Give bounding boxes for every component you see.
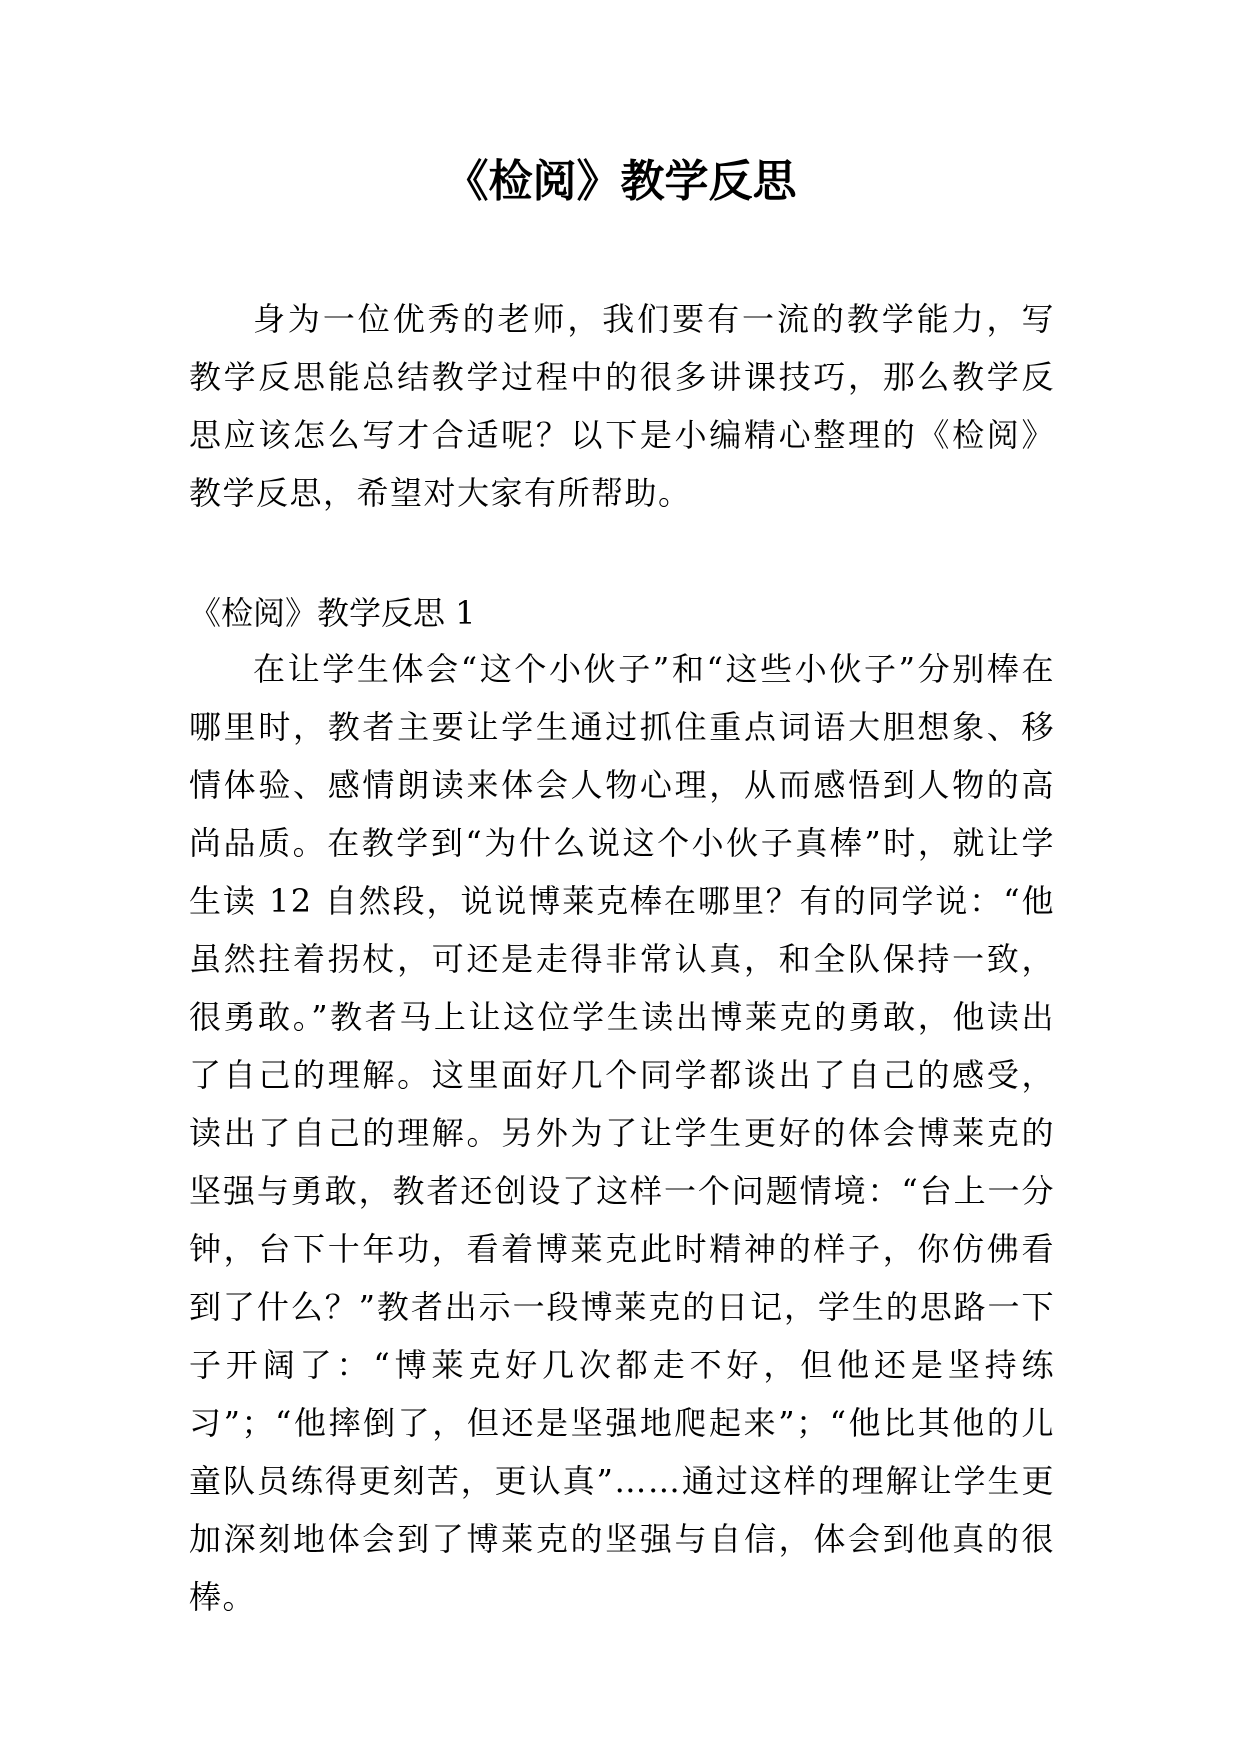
document-title: 《检阅》教学反思: [444, 156, 797, 207]
intro-paragraph: 身为一位优秀的老师，我们要有一流的教学能力，写教学反思能总结教学过程中的很多讲课技巧，那么教学反思应该怎么写才合适呢？以下是小编精心整理的《检阅》教学反思，希望对大家有所帮助。: [189, 300, 1055, 512]
section-heading: 《检阅》教学反思 1: [189, 594, 476, 632]
section-paragraph: 在让学生体会“这个小伙子”和“这些小伙子”分别棒在哪里时，教者主要让学生通过抓住重点词语大胆想象、移情体验、感情朗读来体会人物心理，从而感悟到人物的高尚品质。在教学到“为什么说这个小伙子真棒”时，就让学生读 12 自然段，说说博莱克棒在哪里？有的同学说：“他虽然拄着拐杖，可还是走得非常认真，和全队保持一致，很勇敢。”教者马上让这位学生读出博莱克的勇敢，他读出了自己的理解。这里面好几个同学都谈出了自己的感受，读出了自己的理解。另外为了让学生更好的体会博莱克的坚强与勇敢，教者还创设了这样一个问题情境：“台上一分钟，台下十年功，看着博莱克此时精神的样子，你仿佛看到了什么？”教者出示一段博莱克的日记，学生的思路一下子开阔了：“博莱克好几次都走不好，但他还是坚持练习”；“他摔倒了，但还是坚强地爬起来”；“他比其他的儿童队员练得更刻苦，更认真”……通过这样的理解让学生更加深刻地体会到了博莱克的坚强与自信，体会到他真的很棒。: [189, 650, 1055, 1616]
